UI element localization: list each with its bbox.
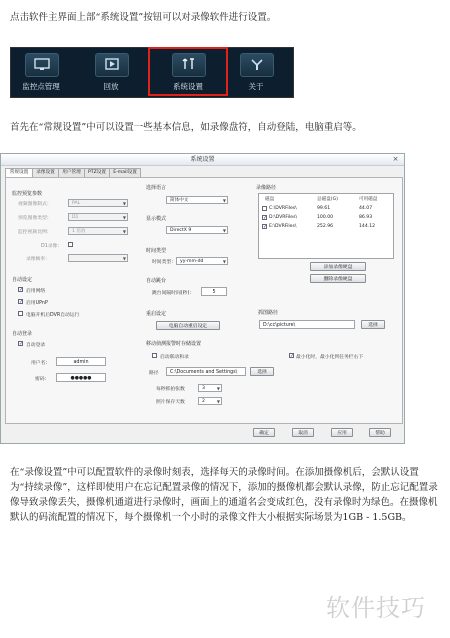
restart-dvr-label: 电脑开机后DVR自动运行	[26, 313, 80, 318]
group-title-auto: 自动设定	[12, 277, 33, 283]
username-field[interactable]: admin	[56, 357, 106, 366]
remove-disk-button[interactable]: 删除录像硬盘	[310, 274, 366, 283]
motion-path-label: 路径	[149, 371, 159, 376]
group-title-preview: 监控预览参数	[12, 191, 43, 197]
disk-total: 99.61	[317, 206, 331, 211]
video-format-label: 视频图像制式：	[18, 202, 52, 207]
disk-path: E:\DVRFiles\	[269, 224, 297, 229]
tab-ptz[interactable]: PTZ设置	[84, 168, 110, 177]
minimize-tray-label: 最小化时，最小化到任务栏右下	[296, 355, 364, 360]
enable-upnp-label: 启用UPnP	[26, 301, 48, 306]
motion-enable-checkbox[interactable]	[152, 353, 157, 358]
keep-days-select[interactable]: 2 ▼	[198, 397, 222, 405]
close-icon[interactable]: ×	[392, 155, 399, 163]
minimize-tray-checkbox[interactable]: ✓	[290, 353, 295, 359]
disk-row-checkbox[interactable]	[262, 206, 267, 211]
ok-button[interactable]: 确定	[253, 428, 275, 437]
enable-network-checkbox[interactable]: ✓	[19, 287, 24, 293]
preview-type-select[interactable]: D1 ▼	[68, 213, 128, 221]
disk-path: C:\DVRFiles\	[269, 206, 297, 211]
auto-login-label: 自动登录	[26, 343, 46, 348]
selected-highlight	[148, 47, 228, 96]
toolbar-label: 监控点管理	[22, 82, 60, 91]
snap-count-label: 每秒抓拍张数	[156, 387, 185, 392]
jump-interval-label: 跳台间隔时间(秒)：	[152, 291, 195, 296]
settings-dialog	[0, 153, 405, 444]
display-mode-select[interactable]: DirectX 9 ▼	[166, 226, 228, 234]
tab-users[interactable]: 用户管理	[58, 168, 85, 177]
username-label: 用户名：	[31, 361, 51, 366]
preview-ratio-select[interactable]: 1 倍放 ▼	[68, 227, 128, 235]
add-disk-button[interactable]: 添加录像硬盘	[310, 262, 366, 271]
toolbar-label: 系统设置	[173, 82, 203, 91]
help-button[interactable]: 帮助	[369, 428, 391, 437]
dialog-title: 系统设置	[1, 154, 404, 166]
disk-total: 252.96	[317, 224, 334, 229]
disk-header-free: 可用磁盘	[359, 197, 378, 202]
group-title-display: 显示模式	[146, 216, 167, 222]
d1-record-label: D1录像：	[41, 244, 63, 249]
disk-header-path: 磁盘	[265, 197, 275, 202]
watermark: 软件技巧	[326, 594, 426, 622]
chevron-down-icon: ▼	[122, 229, 126, 234]
disk-row-checkbox[interactable]: ✓	[263, 224, 268, 230]
record-lines-label: 录像帧率：	[26, 257, 50, 262]
chevron-down-icon: ▼	[122, 215, 126, 220]
snap-count-select[interactable]: 3 ▼	[198, 384, 222, 392]
toolbar-playback-button[interactable]	[81, 48, 141, 96]
chevron-down-icon: ▼	[216, 399, 220, 404]
chevron-down-icon: ▼	[222, 198, 226, 203]
intro-paragraph: 点击软件主界面上部“系统设置”按钮可以对录像软件进行设置。	[10, 12, 277, 23]
restart-dvr-checkbox[interactable]	[18, 311, 23, 316]
record-lines-select[interactable]	[68, 254, 128, 262]
disk-path: D:\DVRFiles\	[269, 215, 298, 220]
tab-body	[5, 177, 403, 424]
motion-path-field[interactable]: C:\Documents and Settings\	[166, 367, 246, 376]
chevron-down-icon: ▼	[122, 201, 126, 206]
disk-list	[258, 193, 394, 259]
monitor-icon	[25, 53, 59, 77]
snapshot-path-field[interactable]: D:\cc\picture\	[259, 320, 355, 329]
auto-login-checkbox[interactable]: ✓	[19, 341, 24, 347]
group-title-language: 选择语言	[146, 185, 167, 191]
motion-enable-label: 启动联动和录	[160, 355, 189, 360]
disk-free: 86.93	[359, 215, 373, 220]
chevron-down-icon: ▼	[222, 228, 226, 233]
disk-total: 100.00	[317, 215, 334, 220]
jump-interval-field[interactable]: 5	[201, 287, 227, 296]
tab-general[interactable]: 常规设置	[5, 168, 33, 178]
group-title-jump: 自动跳台	[146, 278, 167, 284]
toolbar-label: 回放	[103, 82, 119, 91]
group-title-restart: 重启设定	[146, 311, 167, 317]
tab-email[interactable]: E-mail设置	[109, 168, 141, 177]
disk-free: 44.07	[359, 206, 373, 211]
language-select[interactable]: 简体中文 ▼	[166, 196, 228, 204]
time-type-label: 时间类型：	[152, 260, 176, 265]
toolbar-label: 关于	[248, 82, 264, 91]
keep-days-label: 照片保存天数	[156, 400, 185, 405]
record-settings-paragraph: 在“录像设置”中可以配置软件的录像时刻表，选择每天的录像时间。在添加摄像机后，会默认设置为“持续录像”，这样即使用户在忘记配置录像的情况下，添加的摄像机都会默认录像，防止忘记配置录像导致录像丢失，摄像机通道进行录像时，画面上的通道名会变成红色，没有录像时为绿色。在摄像机默认的码流配置的情况下，每个摄像机一个小时的录像文件大小根据实际场景为1GB - 1.5GB。	[10, 467, 438, 523]
disk-free: 144.12	[359, 224, 376, 229]
info-icon	[240, 53, 274, 77]
restart-setup-button[interactable]: 电脑自动重启设定	[156, 321, 220, 330]
snapshot-browse-button[interactable]: 选择	[361, 320, 385, 329]
main-toolbar	[10, 47, 294, 98]
chevron-down-icon: ▼	[216, 386, 220, 391]
time-type-select[interactable]: yy-mm-dd ▼	[176, 257, 228, 265]
password-label: 密码：	[35, 377, 50, 382]
playback-icon	[95, 53, 129, 77]
toolbar-about-button[interactable]	[226, 48, 286, 96]
preview-type-label: 预览图像类型：	[18, 216, 52, 221]
disk-row-checkbox[interactable]: ✓	[263, 215, 268, 221]
general-settings-paragraph: 首先在“常规设置”中可以设置一些基本信息，如录像盘符，自动登陆，电脑重启等。	[10, 122, 362, 133]
password-field[interactable]: ●●●●●	[56, 373, 106, 382]
group-title-disk: 录像路径	[256, 185, 277, 191]
group-title-time: 时间类型	[146, 248, 167, 254]
d1-record-checkbox[interactable]	[68, 242, 73, 247]
motion-path-browse-button[interactable]: 选择	[250, 367, 274, 376]
group-title-snapshot: 抓图路径	[258, 310, 279, 316]
tab-record[interactable]: 录像设置	[32, 168, 59, 177]
chevron-down-icon: ▼	[222, 259, 226, 264]
cancel-button[interactable]: 取消	[292, 428, 314, 437]
enable-upnp-checkbox[interactable]: ✓	[19, 299, 24, 305]
disk-header-total: 总磁盘(G)	[317, 197, 338, 202]
video-format-select[interactable]: PAL ▼	[68, 199, 128, 207]
chevron-down-icon: ▼	[122, 256, 126, 261]
enable-network-label: 启用网络	[26, 289, 46, 294]
apply-button[interactable]: 应用	[331, 428, 353, 437]
toolbar-monitor-button[interactable]	[11, 48, 71, 96]
preview-ratio-label: 监控视频比例：	[18, 230, 52, 235]
group-title-motion: 移动侦测报警时存储设置	[146, 341, 202, 347]
group-title-login: 自动登录	[12, 331, 33, 337]
